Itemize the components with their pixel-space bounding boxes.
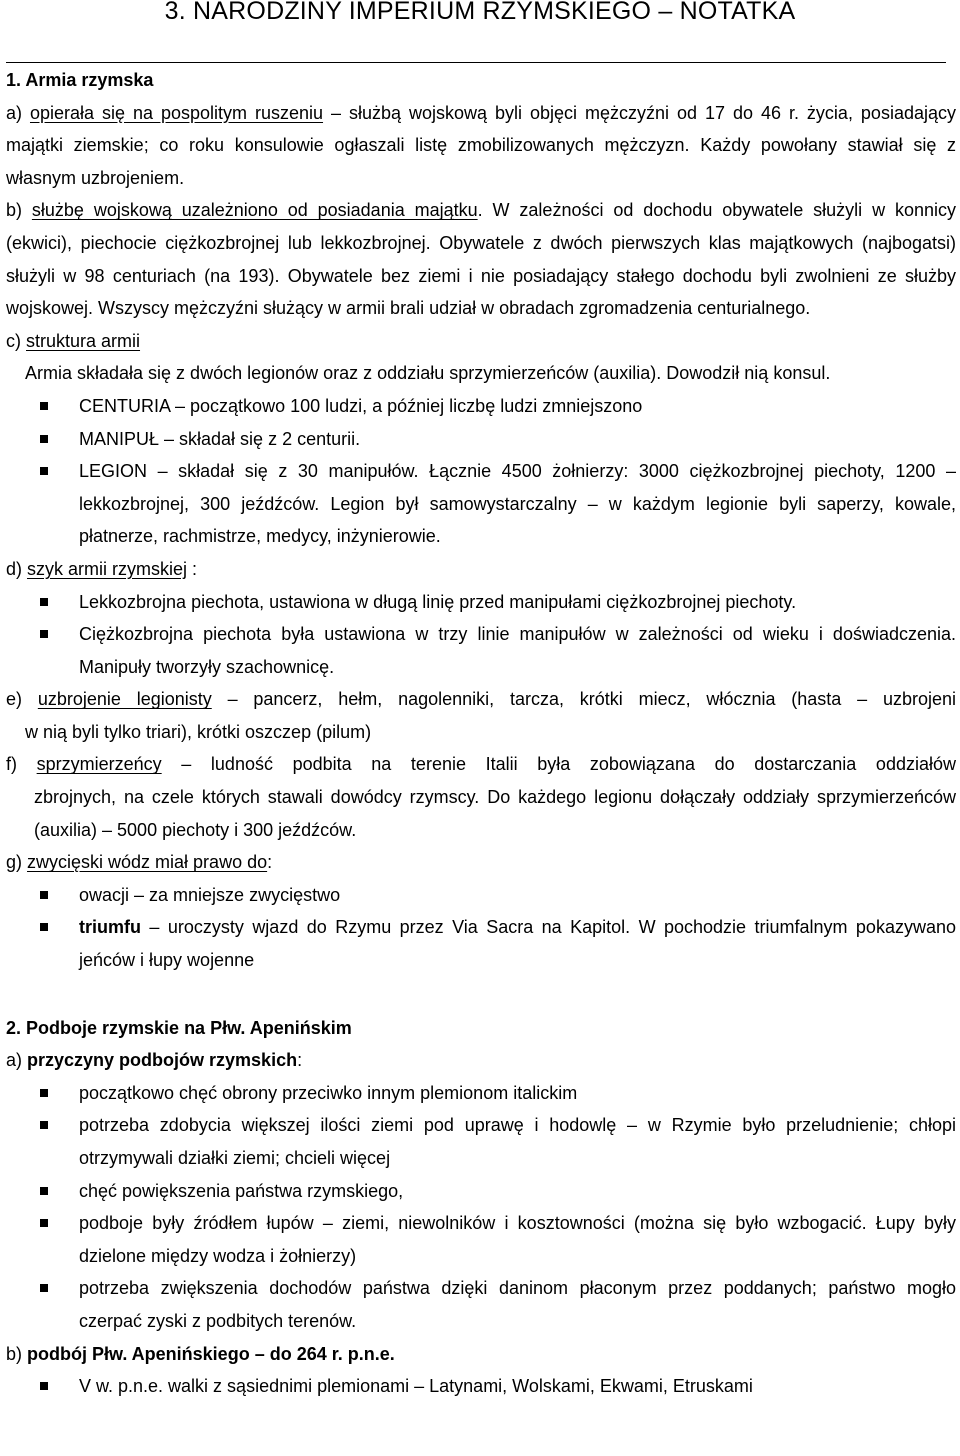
- paragraph-text-continued: w nią byli tylko triari), krótki oszczep (pilum): [25, 721, 372, 742]
- document-body: [6, 64, 956, 1403]
- bullet-list-przyczyny: [6, 1077, 956, 1338]
- list-item: początkowo chęć obrony przeciwko innym plemionom italickim: [6, 1077, 956, 1110]
- paragraph-d-szyk: d) szyk armii rzymskiej : Lekkozbrojna piechota, ustawiona w długą linię przed manipułami ciężkozbrojnej piechoty. Ciężkozbrojna piechota była ustawiona w trzy linie manipułów w zależności od wieku i doświadczenia. Manipuły tworzyły szachownicę.: [6, 553, 956, 683]
- square-bullet-icon: [40, 1284, 48, 1292]
- square-bullet-icon: [40, 1219, 48, 1227]
- list-item: Ciężkozbrojna piechota była ustawiona w trzy linie manipułów w zależności od wieku i doświadczenia. Manipuły tworzyły szachownicę.: [6, 618, 956, 683]
- underlined-term: sprzymierzeńcy: [36, 754, 162, 775]
- square-bullet-icon: [40, 923, 48, 931]
- bold-term: przyczyny podbojów rzymskich: [27, 1050, 298, 1071]
- item-prefix: g): [6, 852, 28, 873]
- square-bullet-icon: [40, 1121, 48, 1129]
- section-heading-armia: 1. Armia rzymska: [6, 70, 154, 90]
- paragraph-text: . W zależności od dochodu obywatele służyli w konnicy (ekwici), piechocie ciężkozbrojnej lub lekkozbrojnej. Obywatele z dwóch pierwszych klas majątkowych (najbogatsi) służyli w 98 centuriach (na 193). Obywatele bez ziemi i nie posiadający stałego dochodu byli zwolnieni ze służby wojskowej. Wszyscy mężczyźni służący w armii brali udział w obradach zgromadzenia centurialnego.: [6, 200, 956, 319]
- bullet-list-prawa-wodza: [6, 879, 956, 977]
- square-bullet-icon: [40, 1382, 48, 1390]
- bullet-list-struktura: [6, 390, 956, 553]
- paragraph-e-uzbrojenie: [6, 683, 956, 748]
- square-bullet-icon: [40, 891, 48, 899]
- square-bullet-icon: [40, 467, 48, 475]
- paragraph-b-sluzba-majatek: [6, 194, 956, 324]
- paragraph-text: – ludność podbita na terenie Italii była zobowiązana do dostarczania oddziałów: [161, 754, 956, 775]
- bold-term: podbój Płw. Apenińskiego – do 264 r. p.n.e.: [27, 1343, 395, 1364]
- item-prefix: c): [6, 330, 26, 351]
- square-bullet-icon: [40, 630, 48, 638]
- item-prefix: f): [6, 754, 37, 775]
- list-item: potrzeba zwiększenia dochodów państwa dzięki daninom płaconym przez poddanych; państwo mogło czerpać zyski z podbitych terenów.: [6, 1272, 956, 1337]
- square-bullet-icon: [40, 435, 48, 443]
- list-item: LEGION – składał się z 30 manipułów. Łącznie 4500 żołnierzy: 3000 ciężkozbrojnej piechoty, 1200 – lekkozbrojnej, 300 jeźdźców. Legion był samowystarczalny – w każdym legionie byli saperzy, kowale, płatnerze, rachmistrze, medycy, inżynierowie.: [6, 455, 956, 553]
- paragraph-text: – służbą wojskową byli objęci mężczyźni od 17 do 46 r. życia, posiadający majątki ziemskie; co roku konsulowie ogłaszali listę zmobilizowanych mężczyzn. Każdy powołany stawiał się z własnym uzbrojeniem.: [6, 102, 956, 188]
- list-item: potrzeba zdobycia większej ilości ziemi pod uprawę i hodowlę – w Rzymie było przeludnienie; chłopi otrzymywali działki ziemi; chcieli więcej: [6, 1109, 956, 1174]
- square-bullet-icon: [40, 402, 48, 410]
- paragraph-a-przyczyny: a) przyczyny podbojów rzymskich: początkowo chęć obrony przeciwko innym plemionom italickim potrzeba zdobycia większej ilości ziemi pod uprawę i hodowlę – w Rzymie było przeludnienie; chłopi otrzymywali działki ziemi; chcieli więcej chęć powiększenia państwa rzymskiego, podboje były źródłem łupów – ziemi, niewolników i kosztowności (można się było wzbogacić. Łupy były dzielone między wodza i żołnierzy) potrzeba zwiększenia dochodów państwa dzięki daninom płaconym przez poddanych; państwo mogło czerpać zyski z podbitych terenów.: [6, 1044, 956, 1337]
- item-prefix: a): [6, 102, 30, 123]
- item-prefix: e): [6, 689, 38, 710]
- list-item: triumfu – uroczysty wjazd do Rzymu przez Via Sacra na Kapitol. W pochodzie triumfalnym pokazywano jeńców i łupy wojenne: [6, 911, 956, 976]
- item-prefix: a): [6, 1050, 28, 1071]
- list-item: podboje były źródłem łupów – ziemi, niewolników i kosztowności (można się było wzbogacić. Łupy były dzielone między wodza i żołnierzy): [6, 1207, 956, 1272]
- paragraph-text: – pancerz, hełm, nagolenniki, tarcza, krótki miecz, włócznia (hasta – uzbrojeni: [211, 689, 956, 710]
- paragraph-f-sprzymierzency: [6, 748, 956, 846]
- paragraph-b-podboj: [6, 1338, 956, 1403]
- paragraph-text: Armia składała się z dwóch legionów oraz z oddziału sprzymierzeńców (auxilia). Dowodził nią konsul.: [25, 363, 831, 384]
- list-item: V w. p.n.e. walki z sąsiednimi plemionami – Latynami, Wolskami, Ekwami, Etruskami: [6, 1370, 956, 1403]
- paragraph-text-continued: zbrojnych, na czele których stawali dowódcy rzymscy. Do każdego legionu dołączały oddziały sprzymierzeńców (auxilia) – 5000 piechoty i 300 jeźdźców.: [34, 787, 956, 840]
- document-title: 3. NARODZINY IMPERIUM RZYMSKIEGO – NOTATKA: [164, 0, 796, 25]
- list-item: CENTURIA – początkowo 100 ludzi, a później liczbę ludzi zmniejszono: [6, 390, 956, 423]
- list-item: chęć powiększenia państwa rzymskiego,: [6, 1175, 956, 1208]
- bullet-list-podboj: [6, 1370, 956, 1403]
- underlined-term: szyk armii rzymskiej: [27, 558, 188, 579]
- paragraph-g-zwyciezca: g) zwycięski wódz miał prawo do: owacji – za mniejsze zwycięstwo triumfu – uroczysty wjazd do Rzymu przez Via Sacra na Kapitol. W pochodzie triumfalnym pokazywano jeńców i łupy wojenne: [6, 846, 956, 976]
- underlined-term: służbę wojskową uzależniono od posiadania majątku: [31, 200, 478, 221]
- underlined-term: zwycięski wódz miał prawo do: [27, 852, 268, 873]
- list-item: owacji – za mniejsze zwycięstwo: [6, 879, 956, 912]
- square-bullet-icon: [40, 1089, 48, 1097]
- underlined-term: uzbrojenie legionisty: [37, 689, 212, 710]
- paragraph-c-struktura: [6, 325, 956, 553]
- section-heading-podboje: 2. Podboje rzymskie na Płw. Apenińskim: [6, 1017, 352, 1038]
- item-prefix: b): [6, 1343, 28, 1364]
- bullet-list-szyk: [6, 586, 956, 684]
- square-bullet-icon: [40, 1187, 48, 1195]
- list-item: MANIPUŁ – składał się z 2 centurii.: [6, 423, 956, 456]
- title-divider: [6, 62, 946, 63]
- underlined-term: opierała się na pospolitym ruszeniu: [29, 102, 324, 123]
- list-item: Lekkozbrojna piechota, ustawiona w długą linię przed manipułami ciężkozbrojnej piechoty.: [6, 586, 956, 619]
- item-prefix: d): [6, 558, 28, 579]
- underlined-term: struktura armii: [26, 330, 141, 351]
- square-bullet-icon: [40, 598, 48, 606]
- paragraph-a-pospolite-ruszenie: [6, 97, 956, 195]
- section-spacer: [6, 977, 956, 1012]
- item-prefix: b): [6, 200, 32, 221]
